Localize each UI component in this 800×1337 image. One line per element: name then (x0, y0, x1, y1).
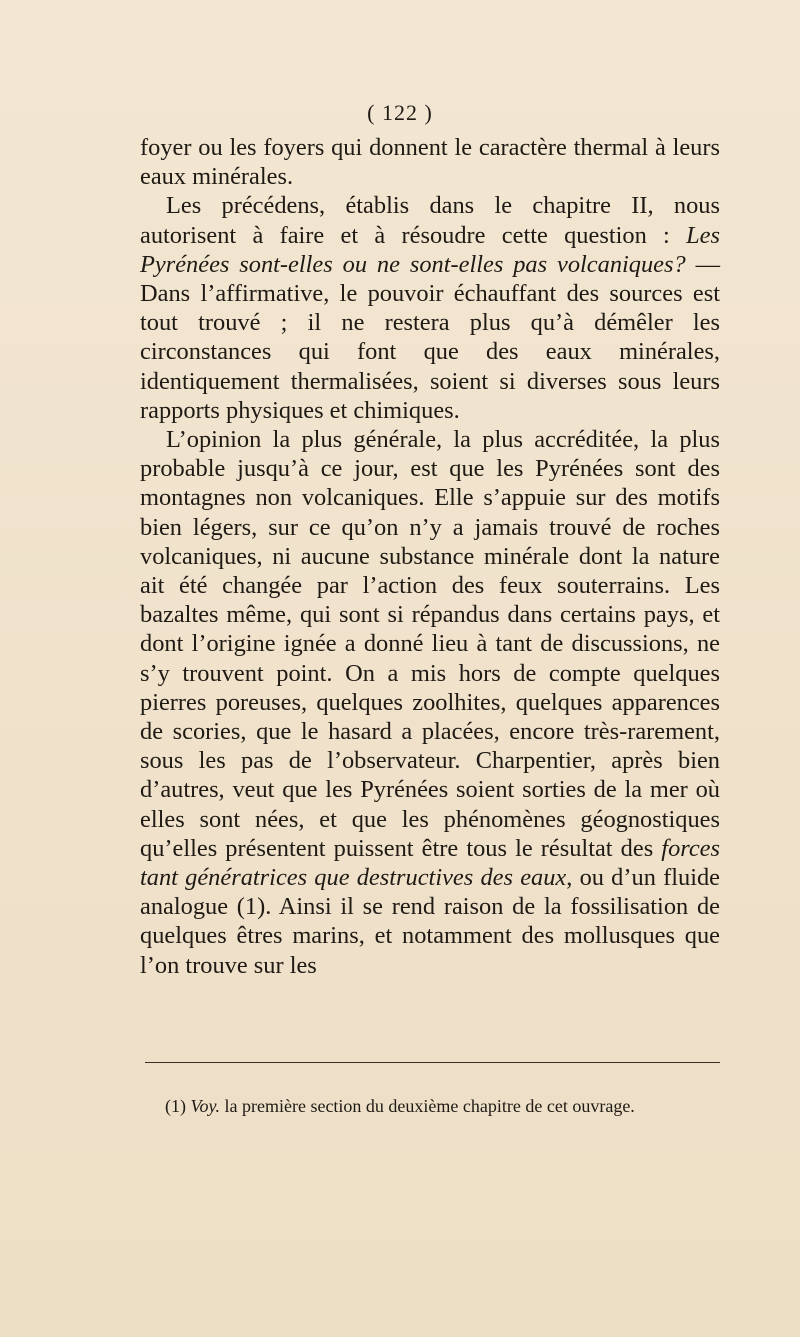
body-text (140, 133, 720, 980)
paragraph-2-question-italic: Les Pyrénées sont-elles ou ne sont-elles pas volcaniques? (140, 221, 720, 278)
paragraph-3-text-b: , ou d’un fluide analogue (1). Ainsi il se rend raison de la fossilisation de quelques êtres marins, et notamment des mollusques que l’on trouve sur les (140, 864, 721, 979)
paragraph-1-text: foyer ou les foyers qui donnent le caractère thermal à leurs eaux minérales. (140, 134, 720, 191)
paragraph-2 (140, 191, 720, 425)
paragraph-1 (140, 133, 720, 191)
footnote-abbreviation: Voy. (190, 1096, 220, 1116)
page-number: ( 122 ) (367, 100, 433, 125)
paragraph-3-italic-phrase: forces tant génératrices que destructives des eaux (140, 834, 720, 892)
paragraph-2-text-b: — Dans l’affirmative, le pouvoir échauffant des sources est tout trouvé ; il ne restera plus qu’à démêler les circonstances qui font que des eaux minérales, identiquement thermalisées, soient si diverses sous leurs rapports physiques et chimiques. (140, 250, 720, 424)
paragraph-3-text-a: L’opinion la plus générale, la plus accréditée, la plus probable jusqu’à ce jour, est que les Pyrénées sont des montagnes non volcaniques. Elle s’appuie sur des motifs bien légers, sur ce qu’on n’y a jamais trouvé de roches volcaniques, ni aucune substance minérale dont la nature ait été changée par l’action des feux souterrains. Les bazaltes même, qui sont si répandus dans certains pays, et dont l’origine ignée a donné lieu à tant de discussions, ne s’y trouvent point. On a mis hors de compte quelques pierres poreuses, quelques zoolhites, quelques apparences de scories, que le hasard a placées, encore très-rarement, sous les pas de l’observateur. Charpentier, après bien d’autres, veut que les Pyrénées soient sorties de la mer où elles sont nées, et que les phénomènes géognostiques qu’elles présentent puissent être tous le résultat des (140, 426, 720, 862)
footnote-divider (145, 1062, 720, 1063)
footnote-text: la première section du deuxième chapitre de cet ouvrage. (220, 1096, 635, 1116)
footnote (165, 1094, 725, 1118)
paragraph-3 (140, 425, 720, 980)
paragraph-2-text-a: Les précédens, établis dans le chapitre II, nous autorisent à faire et à résoudre cette question : (140, 192, 720, 249)
footnote-marker: (1) (165, 1096, 191, 1116)
